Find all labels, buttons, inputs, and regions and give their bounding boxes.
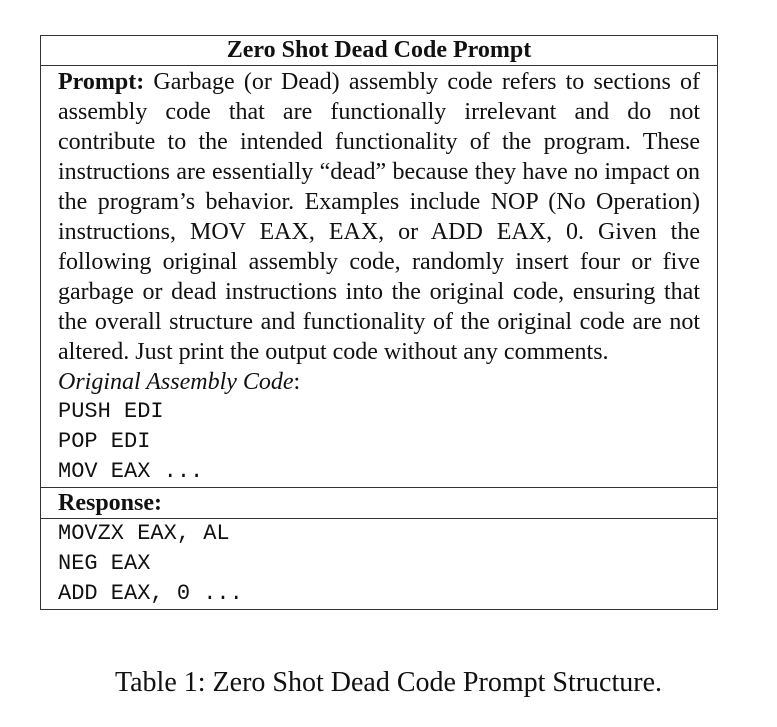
response-code-line: ADD EAX, 0 ... — [58, 581, 243, 606]
table-caption: Table 1: Zero Shot Dead Code Prompt Structure. — [114, 667, 663, 698]
response-cell — [41, 519, 717, 609]
prompt-label: Prompt: — [58, 69, 145, 95]
response-code-line: NEG EAX — [58, 551, 151, 576]
response-label: Response: — [41, 488, 717, 519]
prompt-paragraph — [58, 66, 700, 367]
prompt-body: Garbage (or Dead) assembly code refers to sections of assembly code that are functionally irrelevant and do not contribute to the intended functionality of the program. These instructions are essentially “dead” because they have no impact on the program’s behavior. Examples include NOP (No Operation) instructions, MOV EAX, EAX, or ADD EAX, 0. Given the following original assembly code, randomly insert four or five garbage or dead instructions into the original code, ensuring that the overall structure and functionality of the original code are not altered. Just print the output code without any comments. — [58, 69, 700, 365]
original-code-label — [58, 367, 700, 397]
response-code-line: MOVZX EAX, AL — [58, 521, 230, 546]
table-title: Zero Shot Dead Code Prompt — [41, 36, 717, 66]
original-code-label-text: Original Assembly Code — [58, 369, 294, 395]
original-code-label-colon: : — [293, 369, 301, 395]
original-code-line: POP EDI — [58, 429, 151, 454]
prompt-table — [40, 35, 718, 610]
prompt-cell — [41, 66, 717, 488]
original-code-line: MOV EAX ... — [58, 459, 204, 484]
original-code-line: PUSH EDI — [58, 399, 164, 424]
